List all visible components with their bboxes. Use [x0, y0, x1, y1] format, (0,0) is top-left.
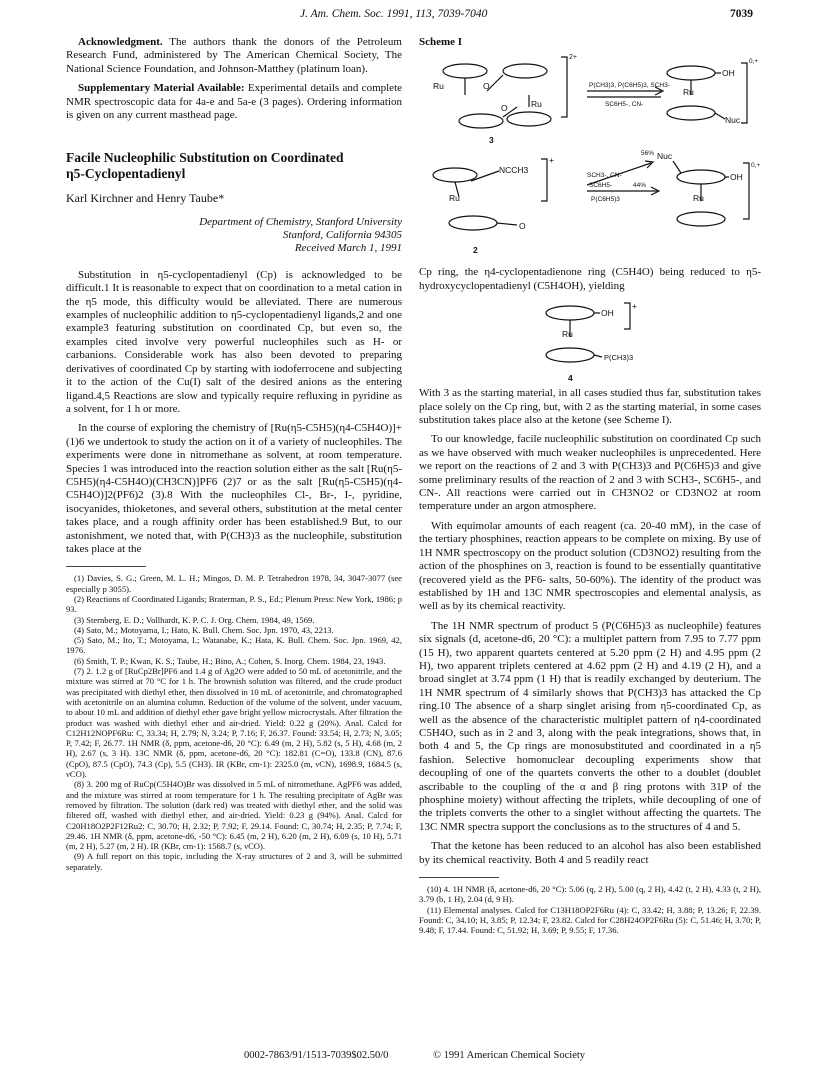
article-code: 0002-7863/91/1513-7039$02.50/0 [244, 1050, 389, 1061]
right-footnote-rule [419, 877, 499, 878]
footnote-7: (7) 2. 1.2 g of [RuCp2Br]PF6 and 1.4 g of Ag2O were added to 50 mL of acetonitrile, and the mixture was stirred at 70 °C for 1 h. The brownish solution was filtered, and the crude product was precipitated with diethyl ether, then dissolved in 10 mL of acetonitrile, and chromatographed with acetonitrile on an alumina column. Reduction of the volume of the solvent, under vacuum, to about 10 mL and addition of diethyl ether gave bright yellow microcrystals. After filtration the product was washed with diethyl ether and air-dried. Yield: 0.22 g (20%). Anal. Calcd for C12H12NOPF6Ru: C, 33.34; H, 2.79; N, 3.24; P, 7.16; F, 26.37. Found: 33.54; H, 2.73; N, 3.05; P, 7.42; F, 26.77. 1H NMR (δ, ppm, acetone-d6, 20 °C): 6.49 (m, 2 H), 5.82 (s, 5 H), 4.68 (m, 2 H), 2.67 (s, 3 H). 13C NMR (δ, ppm, acetone-d6, 20 °C): 182.81 (C=O), 133.8 (CN), 87.6 (CpO), 87.5 (CpO), 74.3 (Cp), 5.5 (CH3). IR (KBr, cm-1): 2325.0 (m, νCN), 1698.9, 1684.5 (s, νCO). [66, 666, 402, 780]
title-line-1: Facile Nucleophilic Substitution on Coordinated [66, 150, 344, 166]
scheme-reagent-mid-1: SCH3-, CN- [587, 172, 622, 180]
right-column [419, 36, 761, 936]
journal-citation: J. Am. Chem. Soc. 1991, 113, 7039-7040 [300, 8, 488, 20]
scheme-reagent-mid-2: SC6H5- [589, 182, 613, 190]
bond-nuc-mid [673, 161, 681, 173]
affiliation-dept: Department of Chemistry, Stanford University [199, 215, 402, 228]
left-footnotes [66, 573, 402, 872]
footnote-8: (8) 3. 200 mg of RuCp(C5H4O)Br was dissolved in 5 mL of nitromethane. AgPF6 was added, and the mixture was stirred at room temperature for 1 h. The resulting precipitate of AgBr was removed by filtration. The solution (dark red) was treated with diethyl ether, and the solid was filtered off, washed with diethyl ether, and air-dried. Yield: 0.23 g (94%). Anal. Calcd for C20H18O2P2F12Ru2: C, 30.70; H, 2.32; P, 7.92; F, 29.14. Found: C, 30.74; H, 2.35; P, 7.74; F, 29.46. 1H NMR (δ, ppm, acetone-d6, -50 °C): 6.45 (m, 2 H), 6.20 (m, 2 H), 6.09 (s, 10 H), 5.71 (m, 2 H), 5.27 (m, 2 H). IR (KBr, cm-1): 1568.7 (s, νCO). [66, 779, 402, 852]
bracket-cmpd2 [541, 159, 547, 201]
scheme-o-2: O [501, 103, 508, 114]
scheme-o-cmpd2: O [519, 221, 526, 232]
right-paragraph-3: With 3 as the starting material, in all cases studied thus far, substitution takes place solely on the Cp ring, but, with 2 as the starting material, in some cases substitution takes place also at the ketone (see Scheme I). [419, 387, 761, 427]
scheme-ru-2: Ru [531, 99, 542, 110]
bond-pme3-cmpd4 [594, 355, 602, 357]
scheme-o-1: O [483, 81, 490, 92]
scheme-cmpd-3: 3 [489, 135, 494, 146]
article-title [66, 150, 402, 182]
cmpd4-oh: OH [601, 308, 614, 319]
ring-cpnuc-top [667, 106, 715, 120]
scheme-charge-2plus: 2+ [569, 54, 577, 62]
footnote-1: (1) Davies, S. G.; Green, M. L. H.; Mingos, D. M. P. Tetrahedron 1978, 34, 3047-3077 (see especially p 3055). [66, 573, 402, 594]
ring-cpoh-cmpd4 [546, 306, 594, 320]
scheme-pct-44: 44% [633, 182, 647, 190]
scheme-ru-mid: Ru [693, 193, 704, 204]
cmpd4-ru: Ru [562, 329, 573, 340]
ring-cp-lower-right [507, 112, 551, 126]
copyright: © 1991 American Chemical Society [433, 1050, 586, 1061]
scheme-pct-56: 56% [641, 150, 655, 158]
scheme-ncch3: NCCH3 [499, 165, 529, 176]
ring-cpo-cmpd2 [449, 216, 497, 230]
running-header [0, 8, 823, 30]
ring-cp-cmpd2 [433, 168, 477, 182]
supplementary-label: Supplementary Material Available: [78, 82, 245, 95]
scheme-nuc-mid: Nuc [657, 151, 673, 162]
right-paragraph-cp: Cp ring, the η4-cyclopentadienone ring (C5H4O) being reduced to η5-hydroxycyclopentadienyl (C5H4OH), yielding [419, 266, 761, 292]
scheme-label: Scheme I [419, 36, 463, 48]
ring-cp-upper-left [443, 64, 487, 78]
ring-cp-lower-left [459, 114, 503, 128]
ring-cpo-upper [503, 64, 547, 78]
scheme-cmpd-2: 2 [473, 245, 478, 256]
authors: Karl Kirchner and Henry Taube* [66, 191, 225, 206]
acknowledgment-text: The authors thank the donors of the Petroleum Research Fund, administered by The American Chemical Society, The National Science Foundation, and Johnson-Matthey (platinum loan). [66, 36, 402, 75]
scheme-charge-mid-product: 0,+ [751, 162, 761, 170]
ring-cp-mid [677, 212, 725, 226]
scheme-reagent-mid-3: P(C6H5)3 [591, 196, 620, 204]
cmpd4-pme3: P(CH3)3 [604, 353, 634, 363]
bracket-3 [561, 57, 567, 117]
scheme-oh-mid: OH [730, 172, 743, 183]
scheme-1-diagram [419, 51, 761, 266]
ring-cp-cmpd4 [546, 348, 594, 362]
bracket-cmpd4 [624, 303, 630, 329]
body-paragraph-2: In the course of exploring the chemistry of [Ru(η5-C5H5)(η4-C5H4O)]+ (1)6 we undertook to study the action on it of a variety of nucleophiles. The experiments were done in nitromethane as solvent, at room temperature. Species 1 was introduced into the reaction solution either as the salt [Ru(η5-C5H5)(η4-C5H4O)(CH3CN)]PF6 (2)7 or as the salt [Ru(η5-C5H5)(η4-C5H4O)]2(PF6)2 (3).8 With the nucleophiles Cl-, Br-, I-, pyridine, isocyanides, thioketones, and several others, substitution at the metal center takes place, and a rough affinity order has been established.9 But, to our astonishment, we noted that, with P(CH3)3 as the nucleophile, substitution takes place at the [66, 422, 402, 555]
bond-nuc-top [715, 113, 725, 119]
scheme-charge-top-product: 0,+ [749, 58, 759, 66]
scheme-ru-top: Ru [683, 87, 694, 98]
supplementary-text: Experimental details and complete NMR spectroscopic data for 4a-e and 5a-e (3 pages). Ordering information is given on any current masthead page. [66, 82, 403, 122]
cmpd4-label: 4 [568, 373, 573, 384]
page-number: 7039 [730, 8, 753, 20]
ring-cpoh-top [667, 66, 715, 80]
acknowledgment [66, 36, 402, 76]
footnote-3: (3) Sternberg, E. D.; Vollhardt, K. P. C. J. Org. Chem. 1984, 49, 1569. [74, 614, 315, 625]
footnote-6: (6) Smith, T. P.; Kwan, K. S.; Taube, H.; Bino, A.; Cohen, S. Inorg. Chem. 1984, 23, 1943. [74, 655, 386, 666]
footnote-4: (4) Sato, M.; Motoyama, I.; Hato, K. Bull. Chem. Soc. Jpn. 1970, 43, 2213. [74, 624, 334, 635]
right-paragraph-7: That the ketone has been reduced to an alcohol has also been established by its chemical reactivity. Both 4 and 5 readily react [419, 840, 761, 866]
footnote-11: (11) Elemental analyses. Calcd for C13H18OP2F6Ru (4): C, 33.42; H, 3.88; P, 13.26; F, 22.39. Found: C, 34.10; H, 3.85; P, 12.34; F, 23.82. Calcd for C28H24OP2F6Ru (5): C, 51.46; H, 3.70; P, 9.48; F, 17.44. Found: C, 51.92; H, 3.69; P, 9.55; F, 17.36. [419, 904, 761, 936]
cmpd4-plus: + [632, 301, 637, 312]
left-column [66, 36, 402, 872]
scheme-plus-cmpd2: + [549, 155, 554, 166]
scheme-oh-top: OH [722, 68, 735, 79]
scheme-reagent-top-below: SC6H5-, CN- [605, 101, 644, 109]
scheme-ru-1: Ru [433, 81, 444, 92]
affiliation-city: Stanford, California 94305 [282, 228, 402, 241]
bracket-top-product [741, 63, 747, 123]
right-paragraph-5: With equimolar amounts of each reagent (ca. 20-40 mM), in the case of the tertiary phosphines, reaction appears to be complete on mixing. By use of 1H NMR spectroscopy on the product solution (CD3NO2) resulting from the action of the phosphines on 3, reaction is found to be essentially quantitative (recovered yield as the PF6- salts, 50-60%). The identity of the product was established by 1H and 13C NMR spectroscopies and elemental analysis, as well as by its chemical reactivity. [419, 519, 761, 613]
received-date: Received March 1, 1991 [294, 241, 402, 254]
affiliation [66, 216, 402, 255]
supplementary-material [66, 82, 402, 122]
scheme-ru-cmpd2: Ru [449, 193, 460, 204]
footnote-9: (9) A full report on this topic, including the X-ray structures of 2 and 3, will be submitted separately. [66, 851, 402, 872]
body-paragraph-1: Substitution in η5-cyclopentadienyl (Cp) is acknowledged to be difficult.1 It is reasonable to expect that on coordination to a metal cation in the η5 mode, this difficulty would be alleviated. There are numerous examples of nucleophilic addition to η5-cyclopentadienyl ligands,2 and one example3 featuring substitution on coordinated Cp, but even so, the examples cited involve very powerful nucleophiles such as H- or carbanions. Considerable work has also been devoted to preparing derivatives of coordinated Cp by starting with iodoferrocene and subjecting it to the action of the Cu(I) salt of the desired anions as the entering ligand.4,5 Reactions are slow and typically require refluxing in pyridine as a solvent, for 1 h or more. [66, 268, 402, 415]
footnote-rule [66, 566, 146, 567]
right-paragraph-4: To our knowledge, facile nucleophilic substitution on coordinated Cp such as we have observed with much weaker nucleophiles is unprecedented. Here we report on the reactions of 2 and 3 with P(CH3)3 and P(C6H5)3 and give some preliminary results of the reaction of 2 and 3 with SCH3-, SC6H5-, and CN-. All reactions were carried out in CH3NO2 or CD3NO2 at room temperature under an argon atmosphere. [419, 433, 761, 513]
acknowledgment-label: Acknowledgment. [78, 36, 163, 48]
ring-cpoh-mid [677, 170, 725, 184]
footnote-10: (10) 4. 1H NMR (δ, acetone-d6, 20 °C): 5.06 (q, 2 H), 5.00 (q, 2 H), 4.42 (t, 2 H), 4.33 (t, 2 H), 3.79 (b, 1 H), 2.04 (d, 9 H). [419, 884, 761, 905]
footnote-5: (5) Sato, M.; Ito, T.; Motoyama, I.; Watanabe, K.; Hata, K. Bull. Chem. Soc. Jpn. 1969, 42, 1976. [66, 635, 402, 656]
scheme-nuc-top: Nuc [725, 115, 741, 126]
right-footnotes [419, 884, 761, 935]
footnote-2: (2) Reactions of Coordinated Ligands; Braterman, P. S., Ed.; Plenum Press: New York, 1986; p 93. [66, 593, 402, 615]
compound-4-structure [510, 299, 670, 387]
title-line-2: η5-Cyclopentadienyl [66, 166, 186, 182]
bracket-mid-product [743, 163, 749, 219]
scheme-reagent-top: P(CH3)3, P(C6H5)3, SCH3- [589, 82, 670, 90]
bond-ketone [497, 223, 517, 225]
right-paragraph-6: The 1H NMR spectrum of product 5 (P(C6H5)3 as nucleophile) features six signals (d, acetone-d6, 20 °C): a multiplet pattern from 7.95 to 7.77 ppm (15 H), two apparent quartets centered at 5.20 ppm (2 H) and 4.95 ppm (2 H), two apparent triplets centered at 4.62 ppm (2 H) and 4.19 (2 H), and a broad singlet at 3.74 ppm (1 H) that is readily exchanged by deuterium. The 1H NMR spectrum of 4 similarly shows that P(CH3)3 has attacked the Cp ring.10 The absence of a sharp singlet arising from η5-coordinated Cp, as well as the absence of the characteristic multiplet pattern of η4-coordinated C5H4O, such as in 2 and 3, along with the peak integrations, shows that, in both 4 and 5, the Cp rings are monosubstituted and coordinated in a η5 fashion. Selective homonuclear decoupling experiments show that decoupling of one of the quartets converts the other to a doublet (doublet ascribable to the coupling of the α and β ring protons with 31P of the phosphine moiety) without affecting the triplets, while decoupling of one of the triplets converts the other to a singlet without affecting the quartets. The 13C NMR spectra support the conclusions as to the structures of 4 and 5. [419, 619, 761, 833]
